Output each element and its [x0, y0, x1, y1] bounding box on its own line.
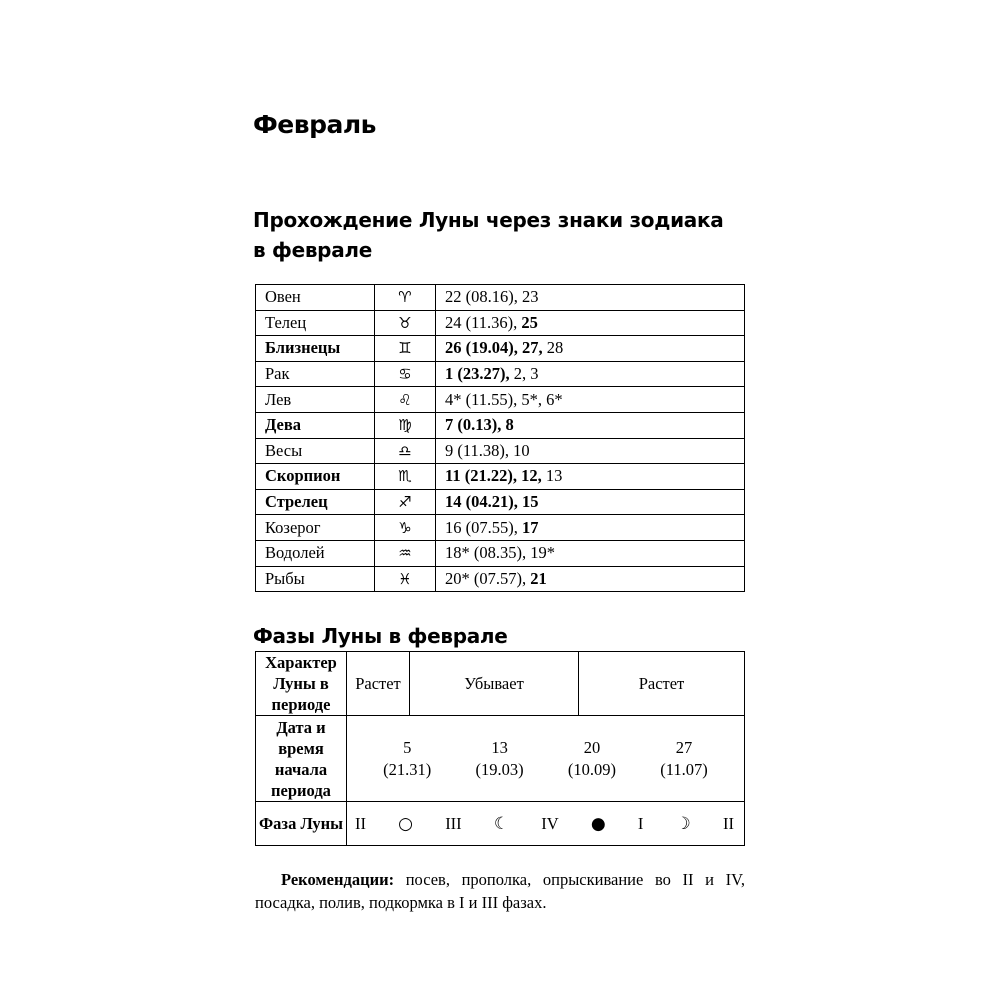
phases-section-title: Фазы Луны в феврале — [253, 624, 508, 648]
zodiac-date-part: 7 (0.13), 8 — [445, 415, 514, 435]
zodiac-title-line2: в феврале — [253, 238, 373, 262]
zodiac-glyph-icon: ♌︎ — [375, 387, 436, 413]
zodiac-glyph-icon: ♐︎ — [375, 489, 436, 515]
table-row — [256, 515, 745, 541]
zodiac-date-part: 11 (21.22), 12, — [445, 466, 542, 486]
zodiac-dates — [436, 361, 745, 387]
zodiac-sign-name: Лев — [256, 387, 375, 413]
zodiac-sign-name: Водолей — [256, 540, 375, 566]
zodiac-date-part: 2, 3 — [509, 364, 539, 384]
zodiac-date-part: 21 — [530, 568, 547, 588]
character-cell: Растет — [579, 652, 745, 716]
table-row — [256, 285, 745, 311]
phase-number: II — [355, 813, 366, 833]
character-cell: Растет — [347, 652, 410, 716]
zodiac-date-part: 28 — [542, 338, 564, 358]
zodiac-sign-name: Рыбы — [256, 566, 375, 592]
zodiac-sign-name: Овен — [256, 285, 375, 311]
table-row — [256, 652, 745, 716]
zodiac-sign-name: Телец — [256, 310, 375, 336]
zodiac-glyph-icon: ♒︎ — [375, 540, 436, 566]
zodiac-title-line1: Прохождение Луны через знаки зодиака — [253, 208, 724, 232]
character-cell: Убывает — [410, 652, 579, 716]
zodiac-date-part: 25 — [521, 312, 538, 332]
zodiac-dates — [436, 438, 745, 464]
phase-number: III — [445, 813, 462, 833]
moon-phases-table — [255, 651, 745, 846]
table-row — [256, 310, 745, 336]
zodiac-sign-name: Козерог — [256, 515, 375, 541]
zodiac-sign-name: Стрелец — [256, 489, 375, 515]
zodiac-dates — [436, 336, 745, 362]
period-start — [383, 737, 431, 781]
zodiac-sign-name: Близнецы — [256, 336, 375, 362]
zodiac-sign-name: Скорпион — [256, 464, 375, 490]
table-row — [256, 464, 745, 490]
recommendations-label: Рекомендации: — [281, 870, 395, 889]
zodiac-date-part: 22 (08.16), 23 — [445, 287, 539, 307]
zodiac-glyph-icon: ♑︎ — [375, 515, 436, 541]
zodiac-glyph-icon: ♏︎ — [375, 464, 436, 490]
table-row — [256, 540, 745, 566]
zodiac-date-part: 16 (07.55), — [445, 517, 522, 537]
period-time: (21.31) — [383, 759, 432, 779]
table-row — [256, 387, 745, 413]
period-day: 27 — [675, 737, 693, 757]
zodiac-glyph-icon: ♍︎ — [375, 412, 436, 438]
table-row — [256, 412, 745, 438]
period-time: (11.07) — [660, 759, 708, 779]
zodiac-glyph-icon: ♈︎ — [375, 285, 436, 311]
zodiac-dates — [436, 310, 745, 336]
period-time: (19.03) — [475, 759, 524, 779]
dates-cell — [347, 716, 745, 802]
recommendations-paragraph — [255, 868, 745, 914]
zodiac-date-part: 13 — [541, 466, 563, 486]
period-day: 20 — [583, 737, 601, 757]
zodiac-dates — [436, 566, 745, 592]
zodiac-dates — [436, 387, 745, 413]
recommendations-text: посев, прополка, опрыскивание во II и IV, посадка, полив, подкормка в I и III фазах. — [255, 870, 745, 912]
date-header: Дата и время начала периода — [256, 716, 347, 802]
page-title: Февраль — [253, 110, 376, 139]
zodiac-date-part: 18* (08.35), 19* — [445, 543, 555, 563]
zodiac-sign-name: Весы — [256, 438, 375, 464]
zodiac-table — [255, 284, 745, 592]
zodiac-date-part: 4* (11.55), 5*, 6* — [445, 389, 563, 409]
zodiac-dates — [436, 464, 745, 490]
table-row — [256, 336, 745, 362]
phase-number: II — [722, 813, 734, 833]
zodiac-date-part: 26 (19.04), 27, — [445, 338, 543, 358]
zodiac-glyph-icon: ♓︎ — [375, 566, 436, 592]
period-start — [660, 737, 708, 781]
zodiac-dates — [436, 489, 745, 515]
zodiac-dates — [436, 540, 745, 566]
period-time: (10.09) — [567, 759, 617, 779]
zodiac-date-part: 17 — [522, 517, 539, 537]
table-row — [256, 438, 745, 464]
zodiac-dates — [436, 412, 745, 438]
zodiac-glyph-icon: ♉︎ — [375, 310, 436, 336]
zodiac-glyph-icon: ♋︎ — [375, 361, 436, 387]
period-start — [476, 737, 524, 781]
character-header: Характер Луны в периоде — [256, 652, 347, 716]
zodiac-date-part: 1 (23.27), — [445, 364, 510, 384]
zodiac-sign-name: Рак — [256, 361, 375, 387]
phases-cell — [347, 802, 745, 846]
zodiac-date-part: 9 (11.38), 10 — [445, 440, 530, 460]
phase-number: I — [637, 813, 644, 833]
table-row — [256, 489, 745, 515]
moon-phase-icon: ○ — [398, 813, 414, 834]
phase-number: IV — [541, 813, 559, 833]
zodiac-date-part: 24 (11.36), — [445, 312, 522, 332]
moon-phase-icon: ● — [590, 813, 606, 834]
zodiac-date-part: 20* (07.57), — [445, 568, 531, 588]
zodiac-sign-name: Дева — [256, 412, 375, 438]
moon-phase-icon: ☾ — [493, 813, 510, 834]
moon-phase-icon: ☽ — [675, 813, 691, 834]
zodiac-date-part: 14 (04.21), 15 — [445, 492, 539, 512]
table-row — [256, 361, 745, 387]
period-start — [568, 737, 616, 781]
zodiac-section-title — [253, 205, 723, 265]
zodiac-dates — [436, 285, 745, 311]
zodiac-dates — [436, 515, 745, 541]
zodiac-glyph-icon: ♊︎ — [375, 336, 436, 362]
table-row — [256, 802, 745, 846]
table-row — [256, 566, 745, 592]
period-day: 5 — [403, 737, 412, 757]
table-row — [256, 716, 745, 802]
phase-header: Фаза Луны — [256, 802, 347, 846]
zodiac-glyph-icon: ♎︎ — [375, 438, 436, 464]
period-day: 13 — [491, 737, 508, 757]
